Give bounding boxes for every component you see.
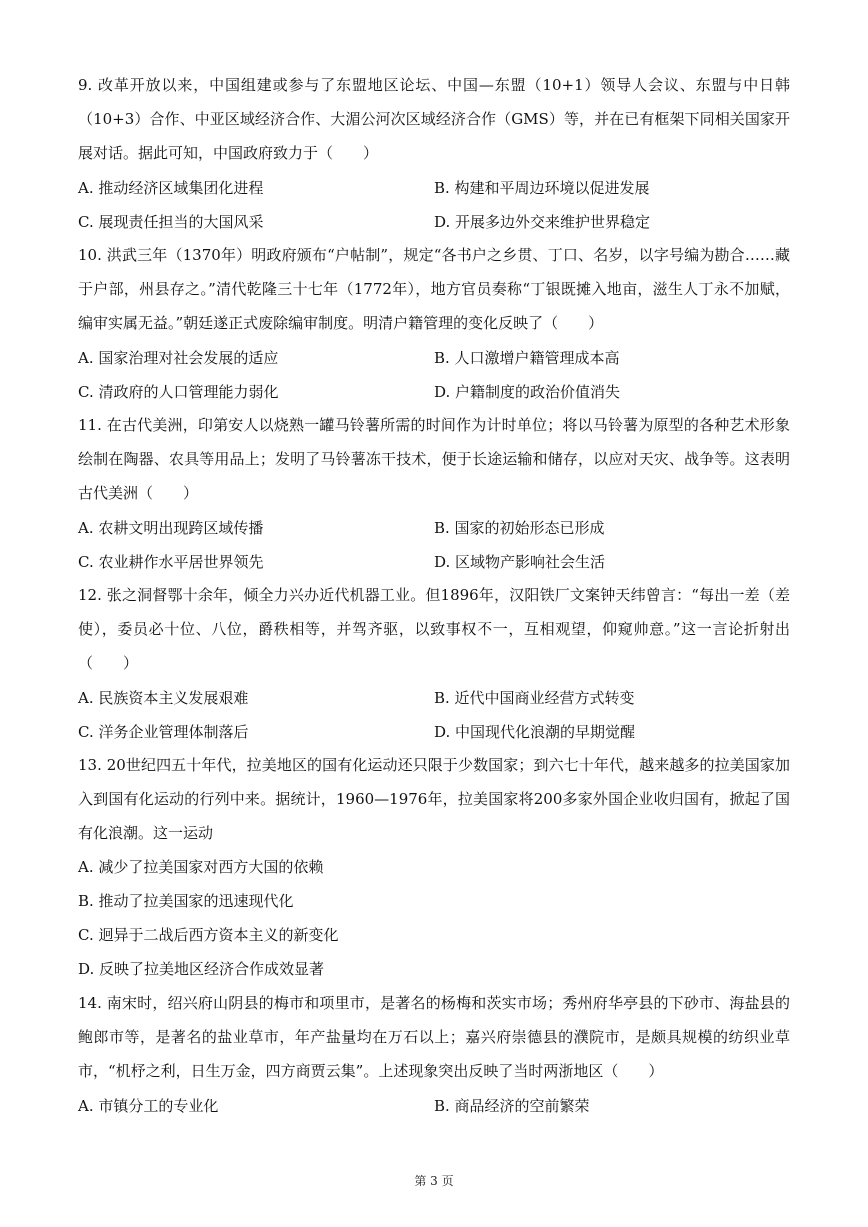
question-9 [78,68,790,238]
question-12 [78,578,790,748]
page-number: 第 3 页 [414,1174,454,1188]
option-d: D. 开展多边外交来维护世界稳定 [434,212,651,231]
option-c: C. 农业耕作水平居世界领先 [78,552,264,571]
option-row [78,340,790,374]
option-row [78,1088,790,1122]
option-d: D. 户籍制度的政治价值消失 [434,382,621,401]
option-c: C. 展现责任担当的大国风采 [78,212,264,231]
question-14 [78,986,790,1122]
option-a: A. 减少了拉美国家对西方大国的依赖 [78,858,324,876]
option-a: A. 国家治理对社会发展的适应 [78,348,279,367]
option-b: B. 近代中国商业经营方式转变 [434,688,635,707]
option-d: D. 区域物产影响社会生活 [434,552,606,571]
option-c: C. 洋务企业管理体制落后 [78,722,249,741]
question-10 [78,238,790,408]
question-stem: 10. 洪武三年（1370年）明政府颁布“户帖制”，规定“各书户之乡贯、丁口、名岁，以字号编为勘合……藏于户部，州县存之。”清代乾隆三十七年（1772年），地方官员奏称“丁银既摊入地亩，滋生人丁永不加赋，编审实属无益。”朝廷遂正式废除编审制度。明清户籍管理的变化反映了（ ） [78,246,790,332]
option-b: B. 人口激增户籍管理成本高 [434,348,620,367]
option-c: C. 清政府的人口管理能力弱化 [78,382,279,401]
option-row [78,374,790,408]
question-list [78,68,790,1122]
question-stem: 14. 南宋时，绍兴府山阴县的梅市和项里市，是著名的杨梅和茨实市场；秀州府华亭县的下砂市、海盐县的鲍郎市等，是著名的盐业草市，年产盐量均在万石以上；嘉兴府崇德县的濮院市，是颇具规模的纺织业草市，“机杼之利，日生万金，四方商贾云集”。上述现象突出反映了当时两浙地区（ ） [78,994,790,1080]
option-row [78,510,790,544]
option-row [78,680,790,714]
question-11 [78,408,790,578]
option-a: A. 民族资本主义发展艰难 [78,688,249,707]
option-a: A. 推动经济区域集团化进程 [78,178,264,197]
option-b: B. 商品经济的空前繁荣 [434,1096,590,1115]
option-row [78,170,790,204]
option-b: B. 国家的初始形态已形成 [434,518,605,537]
question-stem: 13. 20世纪四五十年代，拉美地区的国有化运动还只限于少数国家；到六七十年代，越来越多的拉美国家加入到国有化运动的行列中来。据统计，1960—1976年，拉美国家将200多家外国企业收归国有，掀起了国有化浪潮。这一运动 [78,756,790,842]
question-stem: 9. 改革开放以来，中国组建或参与了东盟地区论坛、中国—东盟（10+1）领导人会议、东盟与中日韩（10+3）合作、中亚区域经济合作、大湄公河次区域经济合作（GMS）等，并在已有框架下同相关国家开展对话。据此可知，中国政府致力于（ ） [78,76,790,162]
question-13 [78,748,790,986]
option-b: B. 推动了拉美国家的迅速现代化 [78,892,294,910]
option-a: A. 农耕文明出现跨区域传播 [78,518,264,537]
option-b: B. 构建和平周边环境以促进发展 [434,178,650,197]
option-row [78,204,790,238]
question-stem: 11. 在古代美洲，印第安人以烧熟一罐马铃薯所需的时间作为计时单位；将以马铃薯为原型的各种艺术形象绘制在陶器、农具等用品上；发明了马铃薯冻干技术，便于长途运输和储存，以应对天灾、战争等。这表明古代美洲（ ） [78,416,790,502]
option-a: A. 市镇分工的专业化 [78,1096,219,1115]
question-stem: 12. 张之洞督鄂十余年，倾全力兴办近代机器工业。但1896年，汉阳铁厂文案钟天纬曾言：“每出一差（差使），委员必十位、八位，爵秩相等，并驾齐驱，以致事权不一，互相观望，仰窥帅意。”这一言论折射出（ ） [78,586,790,672]
option-row [78,544,790,578]
option-d: D. 中国现代化浪潮的早期觉醒 [434,722,636,741]
option-c: C. 迥异于二战后西方资本主义的新变化 [78,926,339,944]
option-row [78,714,790,748]
option-d: D. 反映了拉美地区经济合作成效显著 [78,960,325,978]
